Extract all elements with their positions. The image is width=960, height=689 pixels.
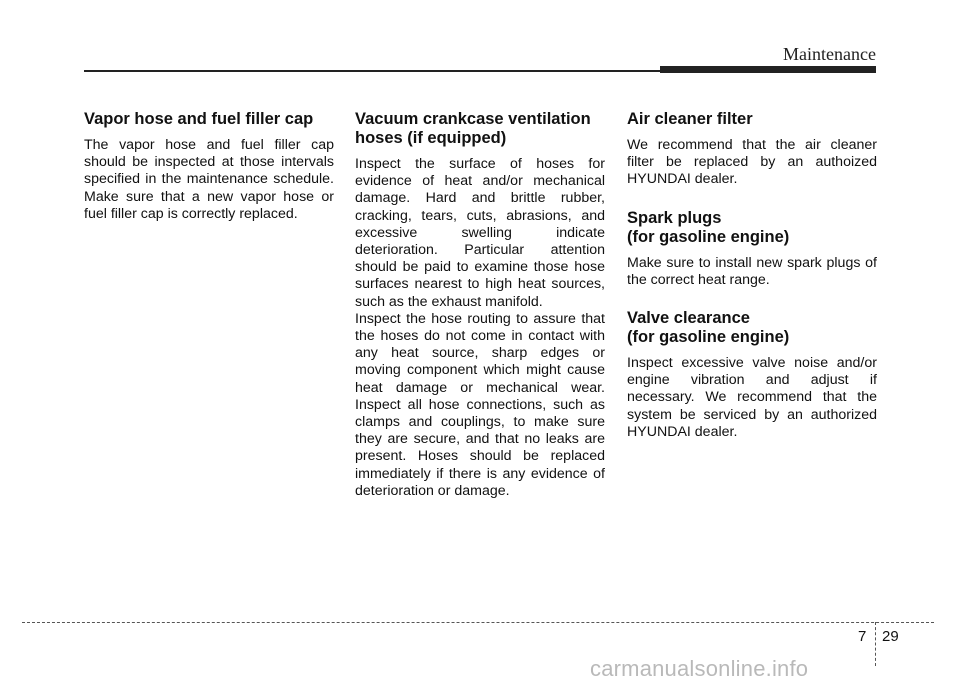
footer-dashed-divider bbox=[875, 622, 876, 666]
column-1 bbox=[84, 110, 334, 223]
watermark: carmanualsonline.info bbox=[590, 656, 809, 681]
page-number: 29 bbox=[882, 628, 899, 645]
paragraph-vapor-hose: The vapor hose and fuel filler cap should be inspected at those intervals specified in the maintenance schedule. Make sure that a new vapor hose or fuel filler cap is correctly replaced. bbox=[84, 137, 334, 222]
footer-dashed-rule bbox=[22, 622, 934, 623]
heading-vapor-hose: Vapor hose and fuel filler cap bbox=[84, 110, 314, 128]
column-3 bbox=[627, 110, 877, 441]
heading-crankcase-ventilation: Vacuum crankcase ventilation hoses (if equipped) bbox=[355, 110, 591, 147]
paragraph-air-cleaner: We recommend that the air cleaner filter be replaced by an authoized HYUNDAI dealer. bbox=[627, 137, 877, 188]
paragraph-crankcase-1: Inspect the surface of hoses for evidence of heat and/or mechanical damage. Hard and brittle rubber, cracking, tears, cuts, abrasions, and excessive swelling indicate deterioration. Particular attention should be paid to examine those hose surfaces nearest to high heat sources, such as the exhaust manifold. bbox=[355, 156, 605, 310]
column-2 bbox=[355, 110, 605, 500]
paragraph-valve-clearance: Inspect excessive valve noise and/or engine vibration and adjust if necessary. We recommend that the system be serviced by an authorized HYUNDAI dealer. bbox=[627, 355, 877, 440]
heading-valve-clearance: Valve clearance (for gasoline engine) bbox=[627, 309, 790, 347]
heading-air-cleaner: Air cleaner filter bbox=[627, 110, 753, 128]
heading-spark-plugs: Spark plugs (for gasoline engine) bbox=[627, 208, 790, 246]
paragraph-crankcase-2: Inspect the hose routing to assure that the hoses do not come in contact with any heat source, sharp edges or moving component which might cause heat damage or mechanical wear. Inspect all hose connections, such as clamps and couplings, to make sure they are secure, and that no leaks are present. Hoses should be replaced immediately if there is any evidence of deterioration or damage. bbox=[355, 310, 605, 499]
section-title: Maintenance bbox=[783, 44, 876, 64]
header-rule-thick bbox=[660, 66, 876, 73]
header-rule-thin bbox=[84, 70, 660, 72]
chapter-number: 7 bbox=[858, 628, 867, 645]
paragraph-spark-plugs: Make sure to install new spark plugs of the correct heat range. bbox=[627, 254, 877, 288]
